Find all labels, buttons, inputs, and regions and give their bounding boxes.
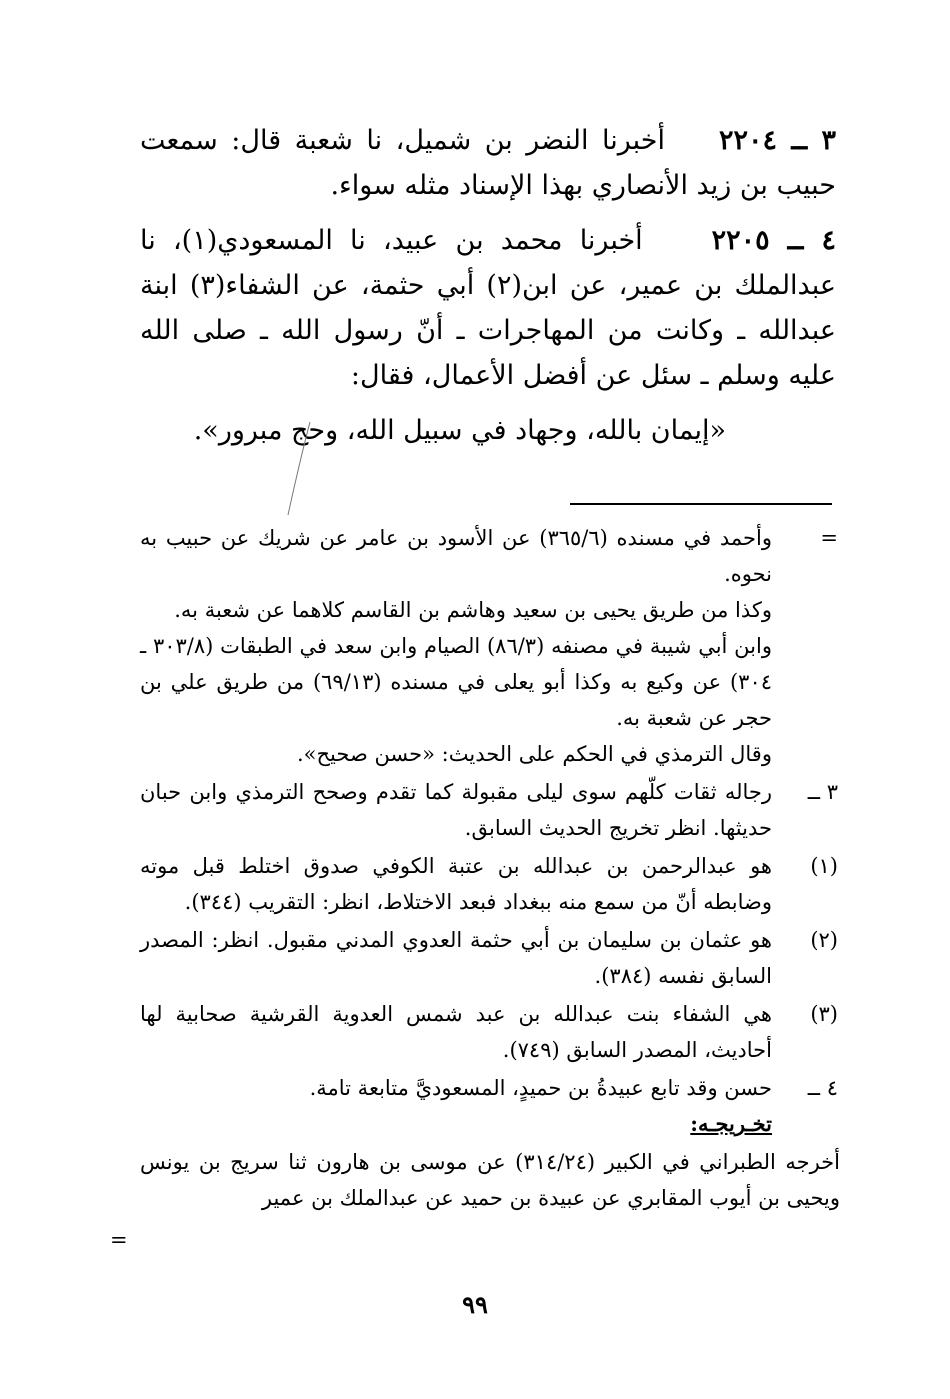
hadith-2204 (140, 118, 836, 208)
hadith-quote: «إيمان بالله، وجهاد في سبيل الله، وحج مبرور». (193, 415, 726, 446)
note-line: وقال الترمذي في الحكم على الحديث: «حسن صحيح». (296, 742, 772, 766)
footnote-2 (140, 922, 840, 994)
footnote-mark: (٢) (810, 928, 838, 952)
note-continued (140, 520, 840, 772)
note-text: رجاله ثقات كلّهم سوى ليلى مقبولة كما تقدم وصحح الترمذي وابن حبان حديثها. انظر تخريج الحديث السابق. (140, 780, 772, 840)
note-line: وابن أبي شيبة في مصنفه (٨٦/٣) الصيام وابن سعد في الطبقات (٣٠٣/٨ ـ ٣٠٤) عن وكيع به وكذا أبو يعلى في مسنده (٦٩/١٣) من طريق علي بن حجر عن شعبة به. (140, 634, 773, 730)
note-4 (140, 1070, 840, 1142)
note-text: حسن وقد تابع عبيدةُ بن حميدٍ، المسعوديَّ متابعة تامة. (309, 1076, 772, 1100)
note-line: وكذا من طريق يحيى بن سعيد وهاشم بن القاسم كلاهما عن شعبة به. (174, 598, 772, 622)
hadith-2205 (140, 218, 836, 398)
note-line: وأحمد في مسنده (٣٦٥/٦) عن الأسود بن عامر عن شريك عن حبيب به نحوه. (140, 526, 772, 586)
footnote-text: هو عبدالرحمن بن عبدالله بن عتبة الكوفي صدوق اختلط قبل موته وضابطه أنّ من سمع منه ببغداد فبعد الاختلاط، انظر: التقريب (٣٤٤). (140, 854, 772, 914)
hadith-text: أخبرنا النضر بن شميل، نا شعبة قال: سمعت حبيب بن زيد الأنصاري بهذا الإسناد مثله سواء. (140, 125, 836, 201)
hadith-text: أخبرنا محمد بن عبيد، نا المسعودي(١)، نا عبدالملك بن عمير، عن ابن(٢) أبي حثمة، عن الشفاء(٣) ابنة عبدالله ـ وكانت من المهاجرات ـ أنّ رسول الله ـ صلى الله عليه وسلم ـ سئل عن أفضل الأعمال، فقال: (140, 225, 836, 391)
footnote-3 (140, 996, 840, 1068)
hadith-number: ٤ ــ ٢٢٠٥ (711, 225, 836, 256)
note-mark: ٤ ــ (807, 1076, 838, 1100)
footnote-separator (570, 503, 832, 505)
footnote-mark: (٣) (810, 1002, 838, 1026)
note-mark: ٣ ــ (807, 780, 838, 804)
pen-stroke (280, 420, 320, 520)
page-number: ٩٩ (462, 1290, 488, 1319)
footnotes (140, 520, 840, 1216)
note-mark: = (820, 526, 838, 550)
footnote-mark: (١) (810, 854, 838, 878)
footnote-text: هي الشفاء بنت عبدالله بن عبد شمس العدوية القرشية صحابية لها أحاديث، المصدر السابق (٧٤٩). (140, 1002, 772, 1062)
takhrij-text: أخرجه الطبراني في الكبير (٣١٤/٢٤) عن موسى بن هارون ثنا سريج بن يونس ويحيى بن أيوب المقابري عن عبيدة بن حميد عن عبدالملك بن عمير (140, 1150, 840, 1210)
footnote-text: هو عثمان بن سليمان بن أبي حثمة العدوي المدني مقبول. انظر: المصدر السابق نفسه (٣٨٤). (140, 928, 772, 988)
continuation-mark: = (110, 1228, 128, 1252)
footnote-1 (140, 848, 840, 920)
note-3 (140, 774, 840, 846)
takhrij-heading: تخـريجـه: (690, 1111, 772, 1136)
hadith-number: ٣ ــ ٢٢٠٤ (718, 125, 836, 156)
main-text (140, 118, 836, 463)
